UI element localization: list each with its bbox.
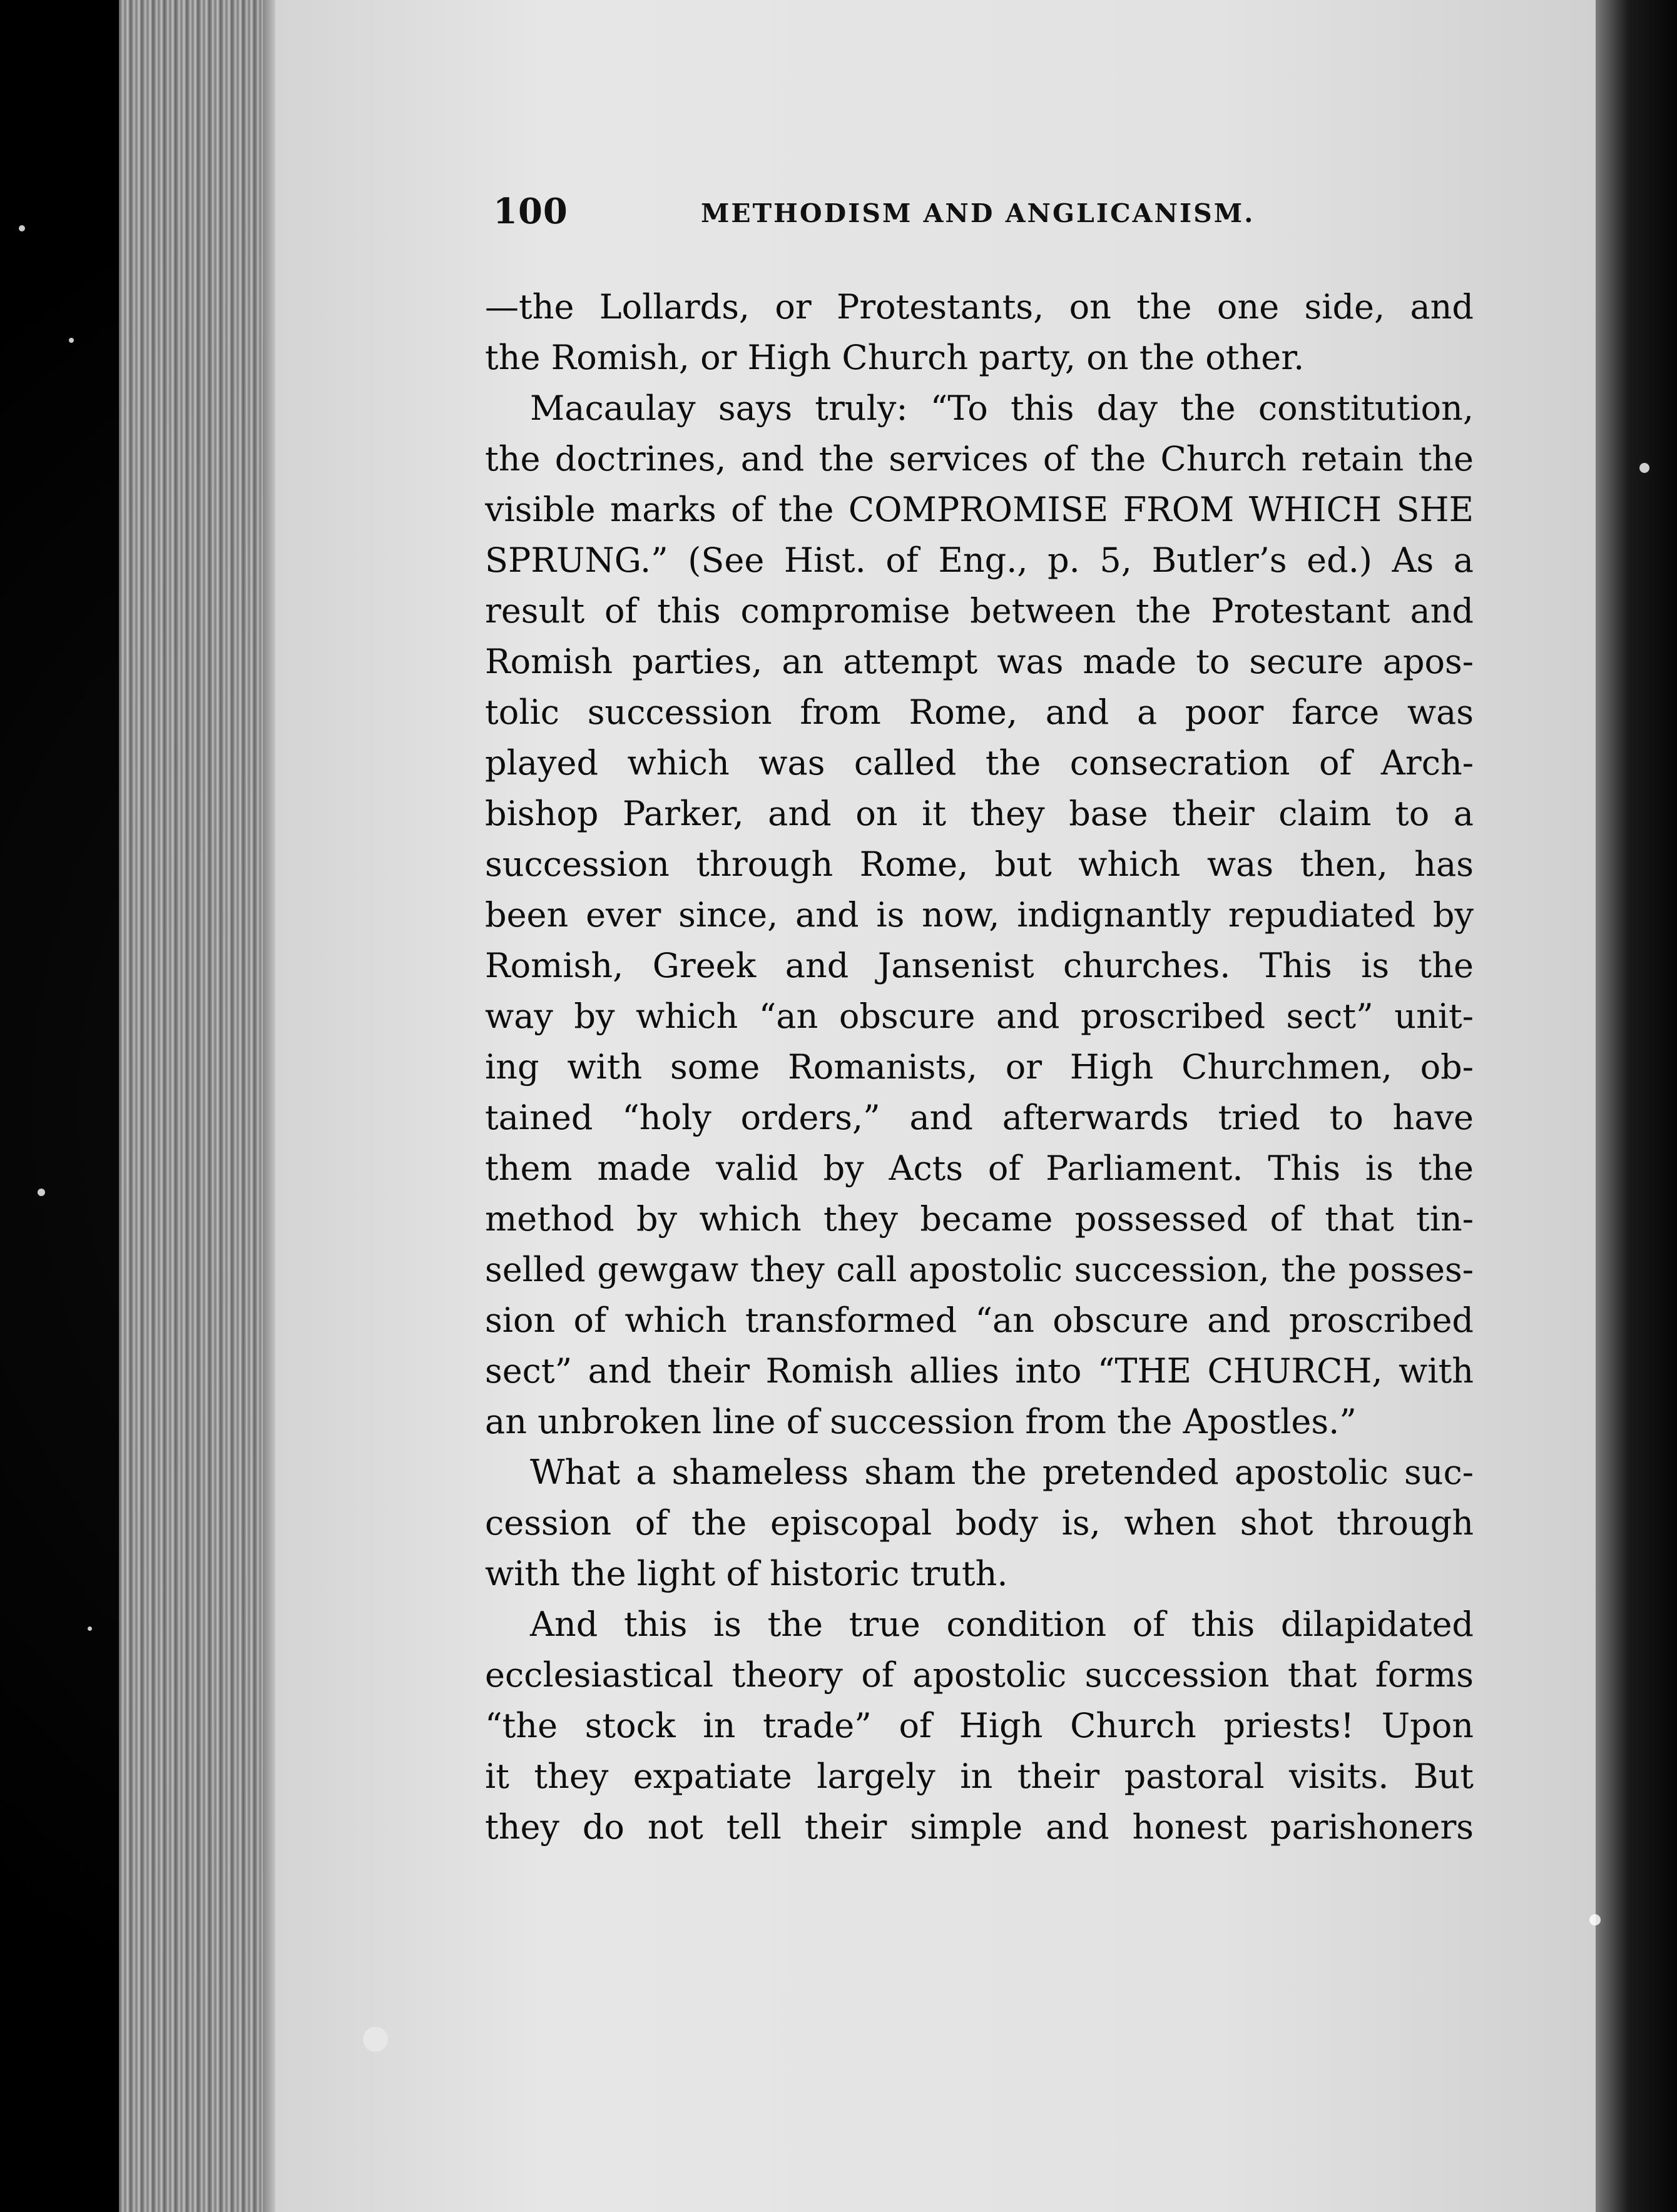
text-line: ecclesiastical theory of apostolic succession that forms <box>485 1655 1474 1695</box>
text-line: selled gewgaw they call apostolic succession, the posses- <box>485 1250 1474 1289</box>
text-line: tained “holy orders,” and afterwards tried to have <box>485 1098 1474 1137</box>
text-line: bishop Parker, and on it they base their claim to a <box>485 794 1474 833</box>
text-line: And this is the true condition of this dilapidated <box>530 1605 1474 1644</box>
text-line: with the light of historic truth. <box>485 1554 1008 1593</box>
text-line: Romish parties, an attempt was made to secure apos- <box>485 642 1474 681</box>
text-line: way by which “an obscure and proscribed sect” unit- <box>485 997 1474 1036</box>
text-line: it they expatiate largely in their pastoral visits. But <box>485 1757 1474 1796</box>
text-line: sect” and their Romish allies into “THE CHURCH, with <box>485 1351 1474 1391</box>
text-line: played which was called the consecration of Arch- <box>485 743 1474 783</box>
text-line: result of this compromise between the Protestant and <box>485 591 1474 631</box>
dust-speck <box>363 2027 388 2052</box>
text-line: method by which they became possessed of that tin- <box>485 1199 1474 1239</box>
dust-speck <box>38 1189 45 1196</box>
text-line: tolic succession from Rome, and a poor farce was <box>485 693 1474 732</box>
text-line: the doctrines, and the services of the Church retain the <box>485 439 1474 479</box>
dust-speck <box>19 225 25 231</box>
running-title: METHODISM AND ANGLICANISM. <box>701 198 1255 228</box>
text-line: “the stock in trade” of High Church priests! Upon <box>485 1706 1474 1745</box>
text-line: ing with some Romanists, or High Churchmen, ob- <box>485 1047 1474 1087</box>
text-line: they do not tell their simple and honest parishoners <box>485 1807 1474 1847</box>
text-line: an unbroken line of succession from the Apostles.” <box>485 1402 1357 1441</box>
page-number: 100 <box>493 191 568 232</box>
dust-speck <box>69 338 74 343</box>
text-line: What a shameless sham the pretended apostolic suc- <box>530 1453 1474 1492</box>
text-line: Romish, Greek and Jansenist churches. This is the <box>485 946 1474 985</box>
body-text <box>485 282 1474 1852</box>
dust-speck <box>88 1626 92 1631</box>
text-line: the Romish, or High Church party, on the other. <box>485 338 1305 377</box>
dust-speck <box>1639 463 1649 473</box>
text-line: visible marks of the COMPROMISE FROM WHICH SHE <box>485 490 1474 529</box>
running-head <box>493 191 1269 241</box>
text-line: SPRUNG.” (See Hist. of Eng., p. 5, Butler’s ed.) As a <box>485 540 1474 580</box>
text-line: been ever since, and is now, indignantly repudiated by <box>485 895 1474 935</box>
text-line: succession through Rome, but which was then, has <box>485 845 1474 884</box>
dust-speck <box>1589 1914 1601 1925</box>
text-line: sion of which transformed “an obscure and proscribed <box>485 1301 1474 1340</box>
text-line: cession of the episcopal body is, when shot through <box>485 1503 1474 1543</box>
text-line: —the Lollards, or Protestants, on the one side, and <box>485 287 1474 327</box>
text-line: Macaulay says truly: “To this day the constitution, <box>530 388 1474 428</box>
page-edges <box>119 0 269 2212</box>
page-spine-shadow <box>1596 0 1677 2212</box>
text-line: them made valid by Acts of Parliament. This is the <box>485 1149 1474 1188</box>
